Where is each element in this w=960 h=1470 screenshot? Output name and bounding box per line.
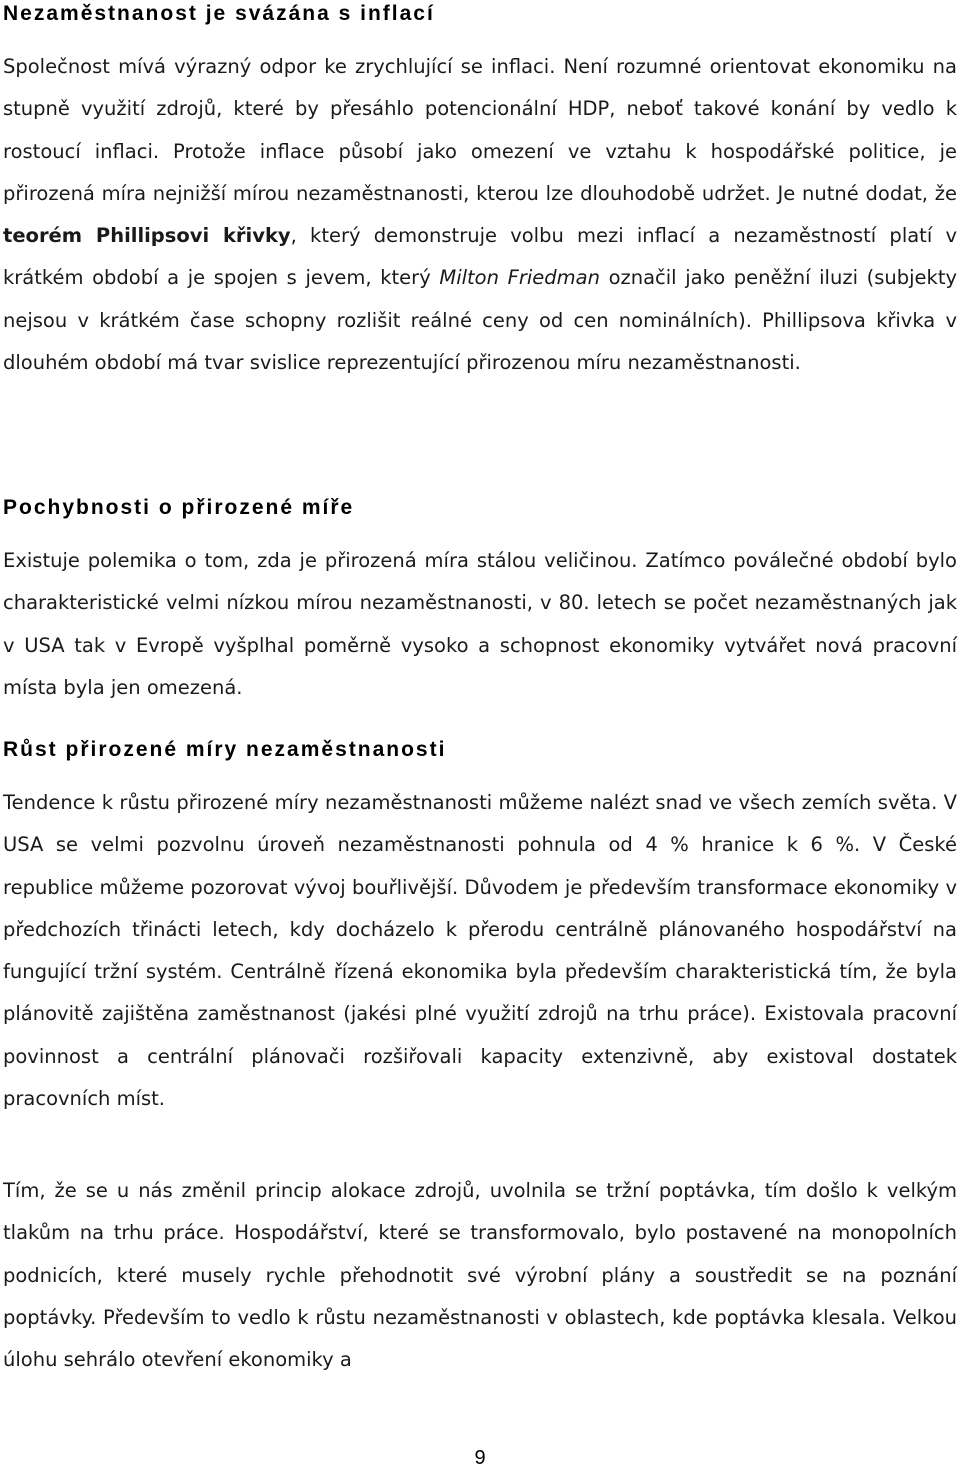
paragraph-doubts: Existuje polemika o tom, zda je přirozená míra stálou veličinou. Zatímco poválečné období bylo charakteristické velmi nízkou mírou nezaměstnanosti, v 80. letech se počet nezaměstnaných jak v USA tak v Evropě vyšplhal poměrně vysoko a schopnost ekonomiky vytvářet nová pracovní místa byla jen omezená. [3, 549, 957, 699]
paragraph-text: označil jako peněžní iluzi (subjekty nejsou v krátkém čase schopny rozlišit reálné ceny od cen nominálních). Phillipsova křivka v dlouhém období má tvar svislice reprezentující přirozenou míru nezaměstnanosti. [3, 266, 958, 375]
section-heading-growth: Růst přirozené míry nezaměstnanosti [3, 738, 447, 761]
paragraph-growth-1: Tendence k růstu přirozené míry nezaměstnanosti můžeme nalézt snad ve všech zemích světa. V USA se velmi pozvolnu úroveň nezaměstnanosti pohnula od 4 % hranice k 6 %. V České republice můžeme pozorovat vývoj bouřlivější. Důvodem je především transformace ekonomiky v předchozích třinácti letech, kdy docházelo k přerodu centrálně plánovaného hospodářství na fungující tržní systém. Centrálně řízená ekonomika byla především charakteristická tím, že byla plánovitě zajištěna zaměstnanost (jakési plné využití zdrojů na trhu práce). Existovala pracovní povinnost a centrální plánovači rozšiřovali kapacity extenzivně, aby existoval dostatek pracovních míst. [3, 791, 957, 1111]
section-heading-inflation: Nezaměstnanost je svázána s inflací [3, 2, 435, 25]
italic-name-friedman: Milton Friedman [439, 266, 600, 290]
paragraph-growth-2: Tím, že se u nás změnil princip alokace zdrojů, uvolnila se tržní poptávka, tím došlo k velkým tlakům na trhu práce. Hospodářství, které se transformovalo, bylo postavené na monopolních podnicích, které musely rychle přehodnotit své výrobní plány a soustředit se na poznání poptávky. Především to vedlo k růstu nezaměstnanosti v oblastech, kde poptávka klesala. Velkou úlohu sehrálo otevření ekonomiky a [3, 1179, 957, 1372]
bold-term-phillips: teorém Phillipsovi křivky [3, 224, 291, 248]
paragraph-text: , který demonstruje volbu mezi inflací a nezaměstností platí v krátkém období a je spojen s jevem, který [3, 224, 957, 290]
page-number: 9 [474, 1447, 486, 1469]
paragraph-text: Společnost mívá výrazný odpor ke zrychlující se inflaci. Není rozumné orientovat ekonomiku na stupně využití zdrojů, které by přesáhlo potencionální HDP, neboť takové konání by vedlo k rostoucí inflaci. Protože inflace působí jako omezení ve vztahu k hospodářské politice, je přirozená míra nejnižší mírou nezaměstnanosti, kterou lze dlouhodobě udržet. Je nutné dodat, že [3, 55, 957, 205]
section-heading-doubts: Pochybnosti o přirozené míře [3, 496, 355, 519]
paragraph-inflation [3, 46, 957, 384]
